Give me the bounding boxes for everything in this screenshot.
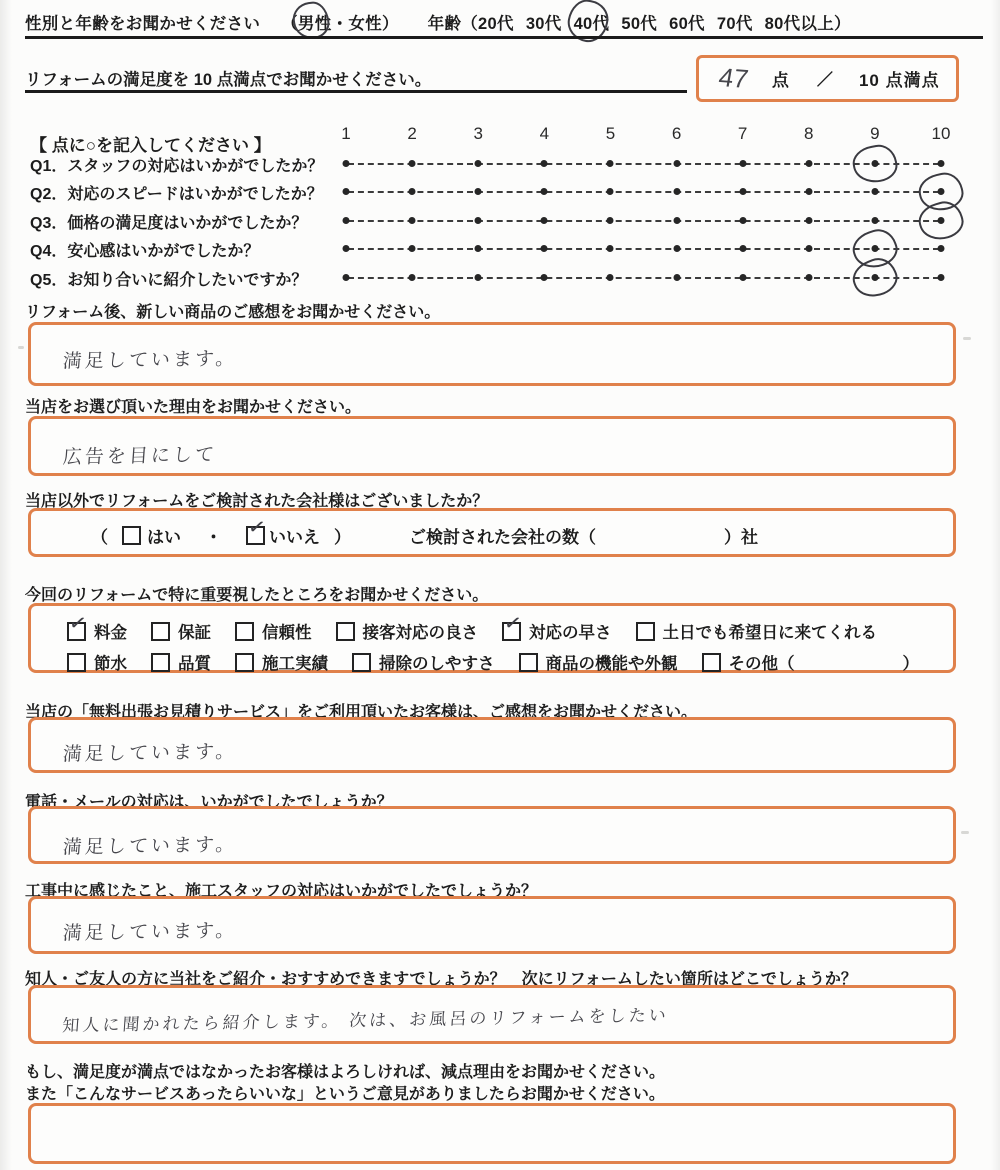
rating-scale-q4[interactable]: [346, 241, 941, 257]
scan-edge-shadow-right: [991, 0, 1000, 1170]
referral-question: 知人・ご友人の方に当社をご紹介・おすすめできますでしょうか？ 次にリフォームしたい箇所はどこでしょうか？: [25, 971, 857, 988]
scale-dot: [541, 188, 548, 195]
deduction-question-line2: また「こんなサービスあったらいいな」というご意見がありましたらお聞かせください。: [25, 1086, 665, 1103]
scale-dot: [409, 188, 416, 195]
scale-dot: [541, 245, 548, 252]
estimate-answer-box[interactable]: [28, 717, 956, 773]
priority-item-quality[interactable]: 品質: [151, 650, 211, 674]
scan-speck: [963, 337, 971, 340]
scale-dot: [607, 217, 614, 224]
scale-dot: [607, 160, 614, 167]
scale-dot: [343, 245, 350, 252]
gender-option-male[interactable]: 男性: [298, 10, 332, 34]
phone-question: 電話・メールの対応は、いかがでしたでしょうか？: [25, 794, 393, 811]
scan-speck: [961, 831, 969, 834]
estimate-handwritten-answer: 満足しています。: [62, 741, 239, 766]
priorities-box: [28, 603, 956, 673]
rating-question-q5: Q5．お知り合いに紹介したいですか？: [30, 272, 308, 289]
scale-dot: [607, 274, 614, 281]
rating-question-q4: Q4．安心感はいかがでしたか？: [30, 243, 260, 260]
checkbox-weekend[interactable]: [636, 622, 655, 641]
scale-dot: [343, 274, 350, 281]
dashed-line: [348, 163, 939, 165]
scale-number: 3: [473, 124, 483, 143]
impressions-question: リフォーム後、新しい商品のご感想をお聞かせください。: [25, 304, 441, 321]
scale-dot: [409, 245, 416, 252]
scale-dot: [475, 245, 482, 252]
scale-dot: [673, 188, 680, 195]
scale-dot: [871, 217, 878, 224]
dashed-line: [348, 220, 939, 222]
construction-answer-box[interactable]: [28, 896, 956, 954]
scale-dot: [475, 274, 482, 281]
priority-item-price[interactable]: ✓ 料金: [67, 610, 127, 642]
company-question: 当店以外でリフォームをご検討された会社様はございましたか？: [25, 493, 489, 510]
scale-number: 4: [539, 124, 550, 143]
phone-handwritten-answer: 満足しています。: [62, 834, 239, 859]
rating-question-q3: Q3．価格の満足度はいかがでしたか？: [30, 215, 308, 232]
scale-number: 6: [671, 124, 682, 143]
dashed-line: [348, 191, 939, 193]
priority-item-features[interactable]: 商品の機能や外観: [519, 650, 678, 674]
scale-dot: [938, 274, 945, 281]
scale-dot: [805, 188, 812, 195]
age-option-30s[interactable]: 30代: [525, 15, 562, 33]
score-unit-label: 点: [771, 71, 789, 90]
company-answer-box: [28, 508, 956, 557]
middot: ・: [205, 528, 222, 547]
gender-paren-close: ）: [381, 15, 399, 33]
scale-dot: [938, 245, 945, 252]
age-option-60s[interactable]: 60代: [669, 15, 705, 33]
age-option-20s[interactable]: 20代: [478, 15, 514, 33]
scale-dot: [475, 188, 482, 195]
priorities-question: 今回のリフォームで特に重要視したところをお聞かせください。: [25, 587, 489, 604]
company-count-label: ご検討された会社の数（: [409, 528, 596, 547]
age-option-80s[interactable]: 80代以上: [764, 15, 834, 33]
checkbox-price[interactable]: [67, 610, 89, 641]
scale-dot: [871, 188, 878, 195]
no-label: いいえ: [269, 528, 320, 547]
checkbox-yes[interactable]: [122, 526, 141, 545]
scan-speck: [18, 346, 24, 349]
ratings-instruction: 【 点に○を記入してください 】: [30, 136, 271, 155]
dashed-line: [348, 277, 939, 279]
scale-dot: [343, 217, 350, 224]
satisfaction-question: リフォームの満足度を 10 点満点でお聞かせください。: [25, 71, 432, 89]
divider-rule: [25, 36, 983, 39]
deduction-question-line1: もし、満足度が満点ではなかったお客様はよろしければ、減点理由をお聞かせください。: [25, 1064, 666, 1081]
scale-dot: [409, 160, 416, 167]
gender-paren-open: （: [281, 15, 298, 33]
gender-age-question: 性別と年齢をお聞かせください: [25, 15, 261, 33]
scale-dot: [541, 274, 548, 281]
priority-item-reliability[interactable]: 信頼性: [235, 619, 312, 643]
pen-check-icon: ✓: [246, 514, 268, 541]
rating-scale-q5[interactable]: [346, 270, 941, 286]
pen-circle-rating-icon: [850, 142, 900, 186]
scale-dot: [739, 188, 746, 195]
checkbox-cleaning[interactable]: [352, 653, 371, 672]
handwritten-score: 47: [716, 62, 751, 94]
scale-number: 1: [341, 124, 351, 143]
paren-open: （: [91, 528, 108, 547]
impressions-answer-box[interactable]: [28, 322, 956, 386]
rating-question-q2: Q2．対応のスピードはいかがでしたか？: [30, 186, 323, 203]
age-option-40s[interactable]: 40代: [574, 10, 610, 34]
scale-dot: [938, 160, 945, 167]
pen-circle-rating-icon: [915, 197, 967, 245]
priority-item-cleaning[interactable]: 掃除のしやすさ: [352, 650, 495, 674]
phone-answer-box[interactable]: [28, 806, 956, 864]
age-paren-close: ）: [834, 15, 851, 33]
checkbox-features[interactable]: [519, 653, 538, 672]
dashed-line: [348, 248, 939, 250]
pen-check-icon: ✓: [502, 610, 524, 636]
scale-dot: [805, 217, 812, 224]
scale-number: 9: [870, 124, 880, 143]
paren-close: ）: [334, 528, 351, 547]
gender-middot: ・: [331, 15, 349, 33]
scale-dot: [739, 274, 746, 281]
scale-dot: [739, 217, 746, 224]
scale-dot: [343, 160, 350, 167]
priority-item-weekend[interactable]: 土日でも希望日に来てくれる: [636, 619, 878, 643]
scale-dot: [409, 217, 416, 224]
scale-dot: [607, 245, 614, 252]
gender-option-female[interactable]: 女性: [348, 15, 382, 33]
scale-dot: [409, 274, 416, 281]
ratings-scale-numbers: [341, 124, 951, 144]
scale-dot: [739, 245, 746, 252]
company-options-row: [91, 514, 758, 548]
rating-scale-q1[interactable]: [346, 156, 941, 172]
scale-dot: [805, 245, 812, 252]
age-option-50s[interactable]: 50代: [621, 15, 658, 33]
referral-handwritten-answer: 知人に聞かれたら紹介します。 次は、お風呂のリフォームをしたい: [61, 1005, 670, 1036]
scale-dot: [805, 160, 812, 167]
header-gender-age-row: [25, 10, 851, 34]
scale-dot: [673, 160, 680, 167]
checkbox-service[interactable]: [336, 622, 355, 641]
impressions-handwritten-answer: 満足しています。: [62, 348, 239, 373]
referral-answer-box[interactable]: [28, 985, 956, 1044]
estimate-question: 当店の「無料出張お見積りサービス」をご利用頂いたお客様は、ご感想をお聞かせください。: [25, 704, 698, 721]
priority-item-watersaving[interactable]: 節水: [67, 650, 127, 674]
rating-question-q1: Q1．スタッフの対応はいかがでしたか？: [30, 158, 324, 175]
scale-dot: [673, 245, 680, 252]
priority-item-speed[interactable]: ✓ 対応の早さ: [502, 610, 612, 642]
scale-dot: [673, 274, 680, 281]
scale-dot: [475, 160, 482, 167]
checkbox-reliability[interactable]: [235, 622, 254, 641]
priority-item-trackrecord[interactable]: 施工実績: [235, 650, 328, 674]
score-max-label: 10 点満点: [858, 71, 940, 90]
checkbox-speed[interactable]: [502, 610, 524, 641]
deduction-answer-box[interactable]: [28, 1103, 956, 1164]
scan-edge-shadow-left: [0, 0, 12, 1170]
scale-number: 2: [407, 124, 417, 143]
score-slash: ／: [816, 72, 833, 89]
priorities-row-2: [67, 650, 795, 674]
checkbox-no[interactable]: [246, 514, 268, 545]
reason-answer-box[interactable]: [28, 416, 956, 476]
rating-scale-q2[interactable]: [346, 184, 941, 200]
other-paren-close: ）: [902, 655, 919, 673]
priority-item-warranty[interactable]: 保証: [151, 619, 211, 643]
scale-number: 8: [804, 124, 814, 143]
checkbox-other[interactable]: [702, 653, 721, 672]
scale-dot: [475, 217, 482, 224]
scale-dot: [343, 188, 350, 195]
scale-dot: [805, 274, 812, 281]
scale-dot: [673, 217, 680, 224]
age-option-70s[interactable]: 70代: [716, 15, 753, 33]
satisfaction-score-box[interactable]: [696, 55, 959, 102]
scale-dot: [739, 160, 746, 167]
construction-handwritten-answer: 満足しています。: [62, 920, 239, 945]
priority-item-service[interactable]: 接客対応の良さ: [336, 619, 479, 643]
checkbox-quality[interactable]: [151, 653, 170, 672]
reason-question: 当店をお選び頂いた理由をお聞かせください。: [25, 399, 362, 416]
priority-item-other[interactable]: その他（: [702, 650, 795, 674]
yes-label: はい: [147, 528, 181, 547]
priorities-row-1: [67, 610, 877, 643]
scale-number: 5: [605, 124, 616, 143]
checkbox-trackrecord[interactable]: [235, 653, 254, 672]
scale-dot: [541, 217, 548, 224]
rating-scale-q3[interactable]: [346, 213, 941, 229]
age-label: 年齢（: [427, 15, 479, 33]
scale-dot: [607, 188, 614, 195]
scale-number: 7: [737, 124, 748, 143]
checkbox-watersaving[interactable]: [67, 653, 86, 672]
reason-handwritten-answer: 広告を目にして: [62, 444, 218, 469]
construction-question: 工事中に感じたこと、施工スタッフの対応はいかがでしたでしょうか？: [25, 883, 538, 900]
divider-rule: [25, 90, 687, 93]
pen-check-icon: ✓: [67, 610, 89, 636]
checkbox-warranty[interactable]: [151, 622, 170, 641]
scale-dot: [541, 160, 548, 167]
scale-number: 10: [931, 124, 951, 143]
company-count-close: ）社: [724, 528, 758, 547]
